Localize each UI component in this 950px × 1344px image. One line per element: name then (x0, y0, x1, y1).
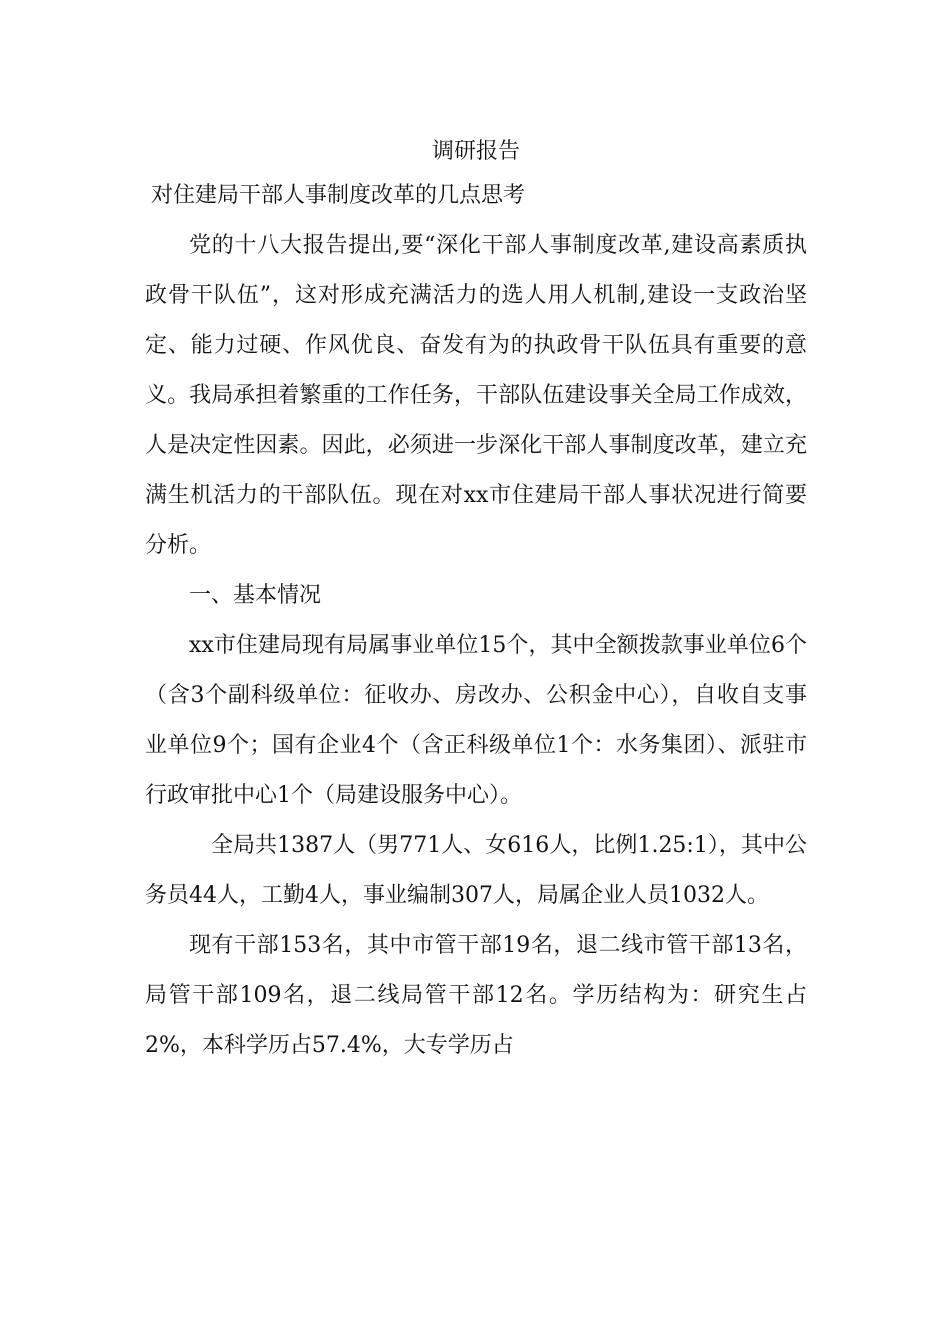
document-subtitle: 对住建局干部人事制度改革的几点思考 (151, 183, 526, 208)
document-body (145, 130, 807, 1071)
staff-count-paragraph: 全局共1387人（男771人、女616人，比例1.25:1），其中公务员44人，工勤4人，事业编制307人，局属企业人员1032人。 (145, 833, 807, 908)
document-title: 调研报告 (431, 139, 520, 164)
intro-paragraph: 党的十八大报告提出,要“深化干部人事制度改革,建设高素质执政骨干队伍”，这对形成充满活力的选人用人机制,建设一支政治坚定、能力过硬、作风优良、奋发有为的执政骨干队伍具有重要的意义。我局承担着繁重的工作任务，干部队伍建设事关全局工作成效，人是决定性因素。因此，必须进一步深化干部人事制度改革，建立充满生机活力的干部队伍。现在对xx市住建局干部人事状况进行简要分析。 (145, 233, 807, 558)
units-paragraph: xx市住建局现有局属事业单位15个，其中全额拨款事业单位6个（含3个副科级单位：征收办、房改办、公积金中心），自收自支事业单位9个；国有企业4个（含正科级单位1个：水务集团）、派驻市行政审批中心1个（局建设服务中心）。 (145, 633, 807, 808)
section-heading-basic-situation: 一、基本情况 (189, 583, 322, 608)
cadre-paragraph: 现有干部153名，其中市管干部19名，退二线市管干部13名，局管干部109名，退二线局管干部12名。学历结构为：研究生占2%，本科学历占57.4%，大专学历占 (145, 933, 807, 1058)
